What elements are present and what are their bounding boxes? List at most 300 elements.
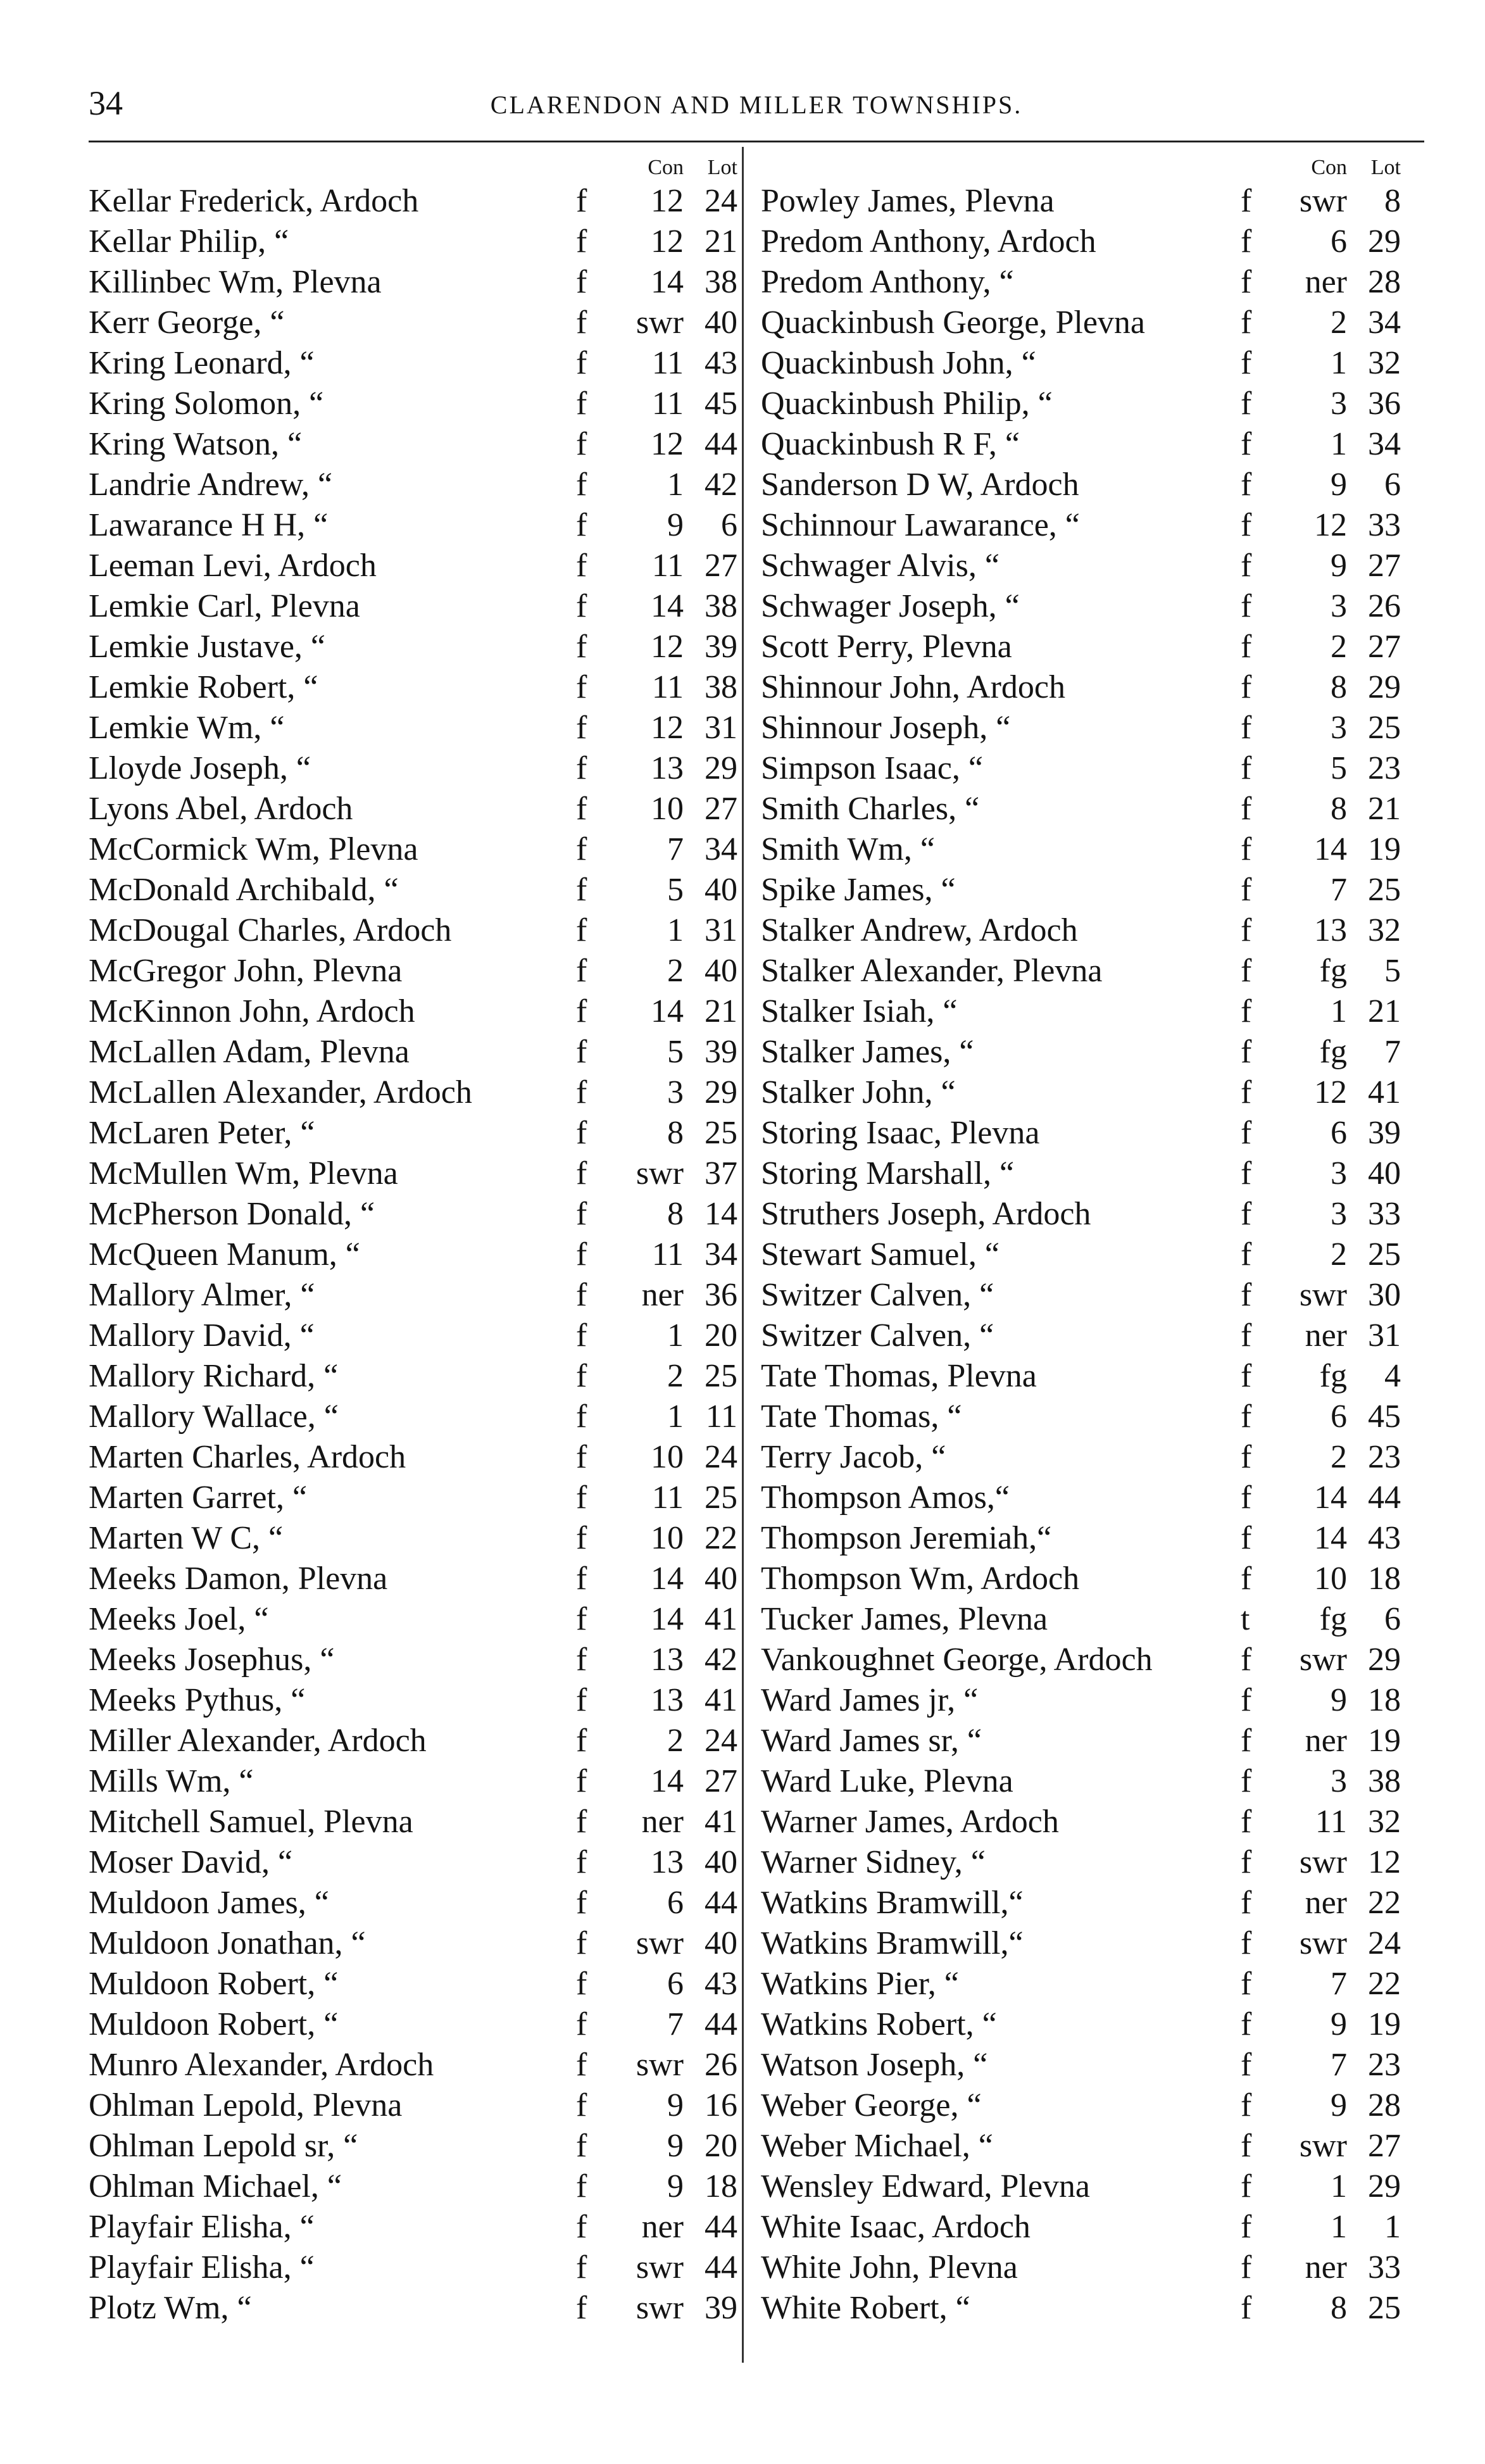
entry-lot: 28 [1368,2087,1401,2123]
entry-concession: 7 [1331,2047,1347,2083]
entry-status: f [1241,2006,1252,2042]
entry-name: Moser David, “ [89,1844,293,1880]
entry-status: f [576,1642,587,1678]
entry-concession: 9 [667,2128,684,2164]
directory-entry [752,1559,1417,1599]
entry-lot: 44 [705,426,737,462]
entry-lot: 40 [705,953,737,989]
entry-concession: 2 [667,1723,684,1759]
entry-status: f [1241,1763,1252,1799]
entry-lot: 25 [705,1480,737,1516]
entry-lot: 41 [705,1682,737,1718]
page-number: 34 [89,84,123,122]
directory-entry [752,708,1417,748]
directory-entry [76,1518,737,1559]
directory-entry [752,1721,1417,1761]
directory-entry [752,1072,1417,1113]
entry-name: White John, Plevna [761,2249,1018,2285]
entry-lot: 6 [1384,1601,1401,1637]
entry-concession: 2 [667,953,684,989]
entry-lot: 38 [705,588,737,624]
entry-name: Scott Perry, Plevna [761,629,1012,665]
entry-name: Predom Anthony, Ardoch [761,223,1096,260]
directory-entry [76,1883,737,1923]
entry-concession: 7 [667,831,684,867]
entry-status: f [576,2047,587,2083]
entry-concession: 12 [1314,507,1347,543]
directory-entry [752,2207,1417,2247]
directory-entry [752,667,1417,708]
entry-status: f [576,2209,587,2245]
entry-status: f [576,1682,587,1718]
entry-name: Marten W C, “ [89,1520,284,1556]
directory-entry [76,1721,737,1761]
entry-lot: 7 [1384,1034,1401,1070]
entry-lot: 1 [1384,2209,1401,2245]
entry-lot: 21 [1368,791,1401,827]
entry-concession: 6 [1331,223,1347,260]
entry-concession: 2 [1331,1439,1347,1475]
entry-name: Playfair Elisha, “ [89,2249,315,2285]
entry-concession: 3 [1331,386,1347,422]
entry-status: f [1241,1885,1252,1921]
entry-name: McLaren Peter, “ [89,1115,315,1151]
entry-name: Smith Wm, “ [761,831,935,867]
entry-concession: 1 [667,912,684,948]
entry-status: f [1241,548,1252,584]
entry-concession: 1 [1331,2209,1347,2245]
directory-entry [76,262,737,303]
entry-name: Muldoon James, “ [89,1885,329,1921]
entry-concession: 14 [1314,1520,1347,1556]
entry-name: Playfair Elisha, “ [89,2209,315,2245]
entry-concession: 1 [667,467,684,503]
entry-status: f [1241,467,1252,503]
entry-status: f [1241,1966,1252,2002]
entry-lot: 40 [705,1844,737,1880]
entry-status: f [576,629,587,665]
entry-name: Watkins Pier, “ [761,1966,959,2002]
directory-entry [752,2004,1417,2045]
entry-concession: 14 [651,1601,684,1637]
entry-status: f [576,1439,587,1475]
entry-status: f [1241,629,1252,665]
entry-concession: swr [636,1925,684,1961]
directory-entry [752,1599,1417,1640]
entry-name: Tate Thomas, Plevna [761,1358,1037,1394]
entry-name: White Robert, “ [761,2290,970,2326]
entry-name: Thompson Wm, Ardoch [761,1561,1080,1597]
entry-status: f [1241,1277,1252,1313]
entry-concession: 7 [667,2006,684,2042]
entry-lot: 18 [1368,1682,1401,1718]
directory-entry [752,951,1417,991]
entry-lot: 26 [705,2047,737,2083]
entry-name: Lemkie Justave, “ [89,629,325,665]
entry-name: Mallory Wallace, “ [89,1399,339,1435]
entry-concession: 11 [651,345,684,381]
directory-entry [752,1194,1417,1235]
entry-status: f [576,426,587,462]
entry-name: Meeks Josephus, “ [89,1642,335,1678]
entry-lot: 40 [705,1925,737,1961]
entry-status: f [1241,223,1252,260]
directory-entry [76,586,737,627]
directory-entry [76,2004,737,2045]
entry-name: Warner James, Ardoch [761,1804,1059,1840]
entry-lot: 29 [705,750,737,786]
entry-name: Vankoughnet George, Ardoch [761,1642,1153,1678]
directory-entry [752,1478,1417,1518]
directory-entry [76,2045,737,2085]
entry-concession: swr [1299,1642,1347,1678]
entry-lot: 27 [1368,629,1401,665]
directory-entry [76,870,737,910]
directory-entry [76,829,737,870]
entry-status: f [1241,669,1252,705]
entry-status: f [576,2006,587,2042]
entry-lot: 34 [1368,426,1401,462]
entry-status: f [1241,1520,1252,1556]
entry-name: Quackinbush R F, “ [761,426,1020,462]
directory-entry [752,222,1417,262]
directory-entry [76,1761,737,1802]
directory-entry [76,505,737,546]
entry-lot: 23 [1368,750,1401,786]
entry-status: f [1241,1561,1252,1597]
directory-entry [76,667,737,708]
entry-name: McPherson Donald, “ [89,1196,375,1232]
entry-name: Wensley Edward, Plevna [761,2168,1090,2204]
entry-status: f [576,1074,587,1110]
entry-lot: 21 [705,993,737,1029]
entry-status: f [1241,953,1252,989]
entry-name: Lemkie Wm, “ [89,710,285,746]
directory-entry [752,1802,1417,1842]
entry-concession: 14 [651,993,684,1029]
entry-status: f [1241,305,1252,341]
directory-entry [752,870,1417,910]
lot-header: Lot [1370,156,1401,179]
entry-name: Storing Isaac, Plevna [761,1115,1040,1151]
entry-lot: 20 [705,2128,737,2164]
entry-lot: 41 [1368,1074,1401,1110]
entry-concession: 9 [1331,2087,1347,2123]
entry-lot: 5 [1384,953,1401,989]
entry-concession: swr [636,2290,684,2326]
entry-concession: 2 [1331,305,1347,341]
entry-status: f [576,831,587,867]
directory-entry [752,1316,1417,1356]
entry-concession: 10 [1314,1561,1347,1597]
entry-lot: 21 [705,223,737,260]
entry-name: Tucker James, Plevna [761,1601,1048,1637]
entry-concession: 9 [667,2168,684,2204]
entry-concession: 9 [1331,1682,1347,1718]
entry-name: Watkins Bramwill,“ [761,1925,1024,1961]
directory-entry [752,1113,1417,1153]
entry-name: Kring Solomon, “ [89,386,324,422]
entry-concession: 9 [1331,2006,1347,2042]
entry-status: f [576,1925,587,1961]
entry-name: Watkins Robert, “ [761,2006,997,2042]
entry-name: Lemkie Carl, Plevna [89,588,360,624]
entry-name: McMullen Wm, Plevna [89,1155,398,1191]
entry-lot: 42 [705,467,737,503]
entry-status: f [576,223,587,260]
entry-lot: 43 [1368,1520,1401,1556]
directory-entry [76,1964,737,2004]
entry-name: Shinnour Joseph, “ [761,710,1011,746]
directory-entry [76,1397,737,1437]
directory-entry [76,1032,737,1072]
entry-lot: 34 [705,831,737,867]
directory-entry [76,789,737,829]
entry-concession: swr [1299,1925,1347,1961]
entry-lot: 39 [1368,1115,1401,1151]
entry-lot: 28 [1368,264,1401,300]
entry-name: Plotz Wm, “ [89,2290,252,2326]
entry-name: McLallen Alexander, Ardoch [89,1074,472,1110]
entry-status: f [1241,1399,1252,1435]
entry-lot: 4 [1384,1358,1401,1394]
entry-concession: 5 [667,872,684,908]
entry-status: f [576,1358,587,1394]
entry-status: f [1241,1925,1252,1961]
directory-entry [752,1275,1417,1316]
entry-lot: 24 [705,1439,737,1475]
entry-name: Lemkie Robert, “ [89,669,318,705]
entry-lot: 36 [1368,386,1401,422]
entry-name: Tate Thomas, “ [761,1399,962,1435]
entry-status: f [576,507,587,543]
entry-status: f [1241,2087,1252,2123]
directory-entry [752,910,1417,951]
entry-concession: 2 [667,1358,684,1394]
entry-status: f [1241,993,1252,1029]
entry-status: f [576,912,587,948]
entry-lot: 44 [705,1885,737,1921]
entry-concession: 13 [651,750,684,786]
directory-entry [752,627,1417,667]
entry-status: f [576,1115,587,1151]
entry-concession: fg [1319,1358,1347,1394]
directory-entry [752,2126,1417,2166]
entry-status: f [576,264,587,300]
lot-header: Lot [707,156,737,179]
entry-lot: 25 [1368,1236,1401,1273]
entry-status: f [1241,1155,1252,1191]
directory-entry [76,2288,737,2329]
entry-status: f [1241,750,1252,786]
entry-concession: 1 [1331,2168,1347,2204]
entry-lot: 23 [1368,1439,1401,1475]
entry-lot: 24 [705,183,737,219]
entry-lot: 18 [1368,1561,1401,1597]
entry-concession: 1 [1331,993,1347,1029]
entry-lot: 6 [721,507,737,543]
entry-status: f [576,1763,587,1799]
entry-concession: 14 [651,588,684,624]
directory-entry [752,1761,1417,1802]
entry-lot: 27 [705,548,737,584]
entry-lot: 41 [705,1804,737,1840]
entry-concession: 2 [1331,1236,1347,1273]
entry-status: f [576,872,587,908]
entry-concession: 6 [1331,1115,1347,1151]
directory-entry [752,465,1417,505]
entry-lot: 44 [705,2249,737,2285]
directory-entry [752,1964,1417,2004]
entry-concession: 6 [667,1885,684,1921]
entry-name: McQueen Manum, “ [89,1236,360,1273]
directory-entry [76,951,737,991]
entry-lot: 27 [1368,548,1401,584]
entry-status: f [1241,1034,1252,1070]
directory-entry [752,505,1417,546]
directory-entry [76,1153,737,1194]
entry-status: f [1241,2047,1252,2083]
directory-entry [76,1072,737,1113]
entry-lot: 33 [1368,1196,1401,1232]
entry-lot: 41 [705,1601,737,1637]
entry-name: Ward James sr, “ [761,1723,982,1759]
directory-entry [752,384,1417,424]
directory-entry [76,1599,737,1640]
entry-name: Schinnour Lawarance, “ [761,507,1080,543]
entry-concession: 11 [651,386,684,422]
entry-name: Kring Watson, “ [89,426,303,462]
entry-concession: 9 [667,507,684,543]
entry-concession: ner [641,1277,684,1313]
entry-concession: 11 [651,1480,684,1516]
entry-name: Thompson Amos,“ [761,1480,1010,1516]
entry-lot: 11 [705,1399,737,1435]
entry-lot: 37 [705,1155,737,1191]
entry-name: Spike James, “ [761,872,956,908]
directory-entry [752,1923,1417,1964]
entry-status: f [576,548,587,584]
entry-lot: 25 [1368,872,1401,908]
entry-name: Stalker Isiah, “ [761,993,958,1029]
entry-status: f [1241,426,1252,462]
entry-name: Muldoon Jonathan, “ [89,1925,366,1961]
entry-name: Stalker James, “ [761,1034,974,1070]
entry-status: f [576,1196,587,1232]
page-header [89,81,1424,125]
entry-name: Mallory David, “ [89,1317,315,1354]
entry-concession: 11 [651,1236,684,1273]
entry-concession: 2 [1331,629,1347,665]
entry-name: Munro Alexander, Ardoch [89,2047,434,2083]
entry-concession: 3 [667,1074,684,1110]
entry-status: f [1241,183,1252,219]
entry-lot: 29 [1368,2168,1401,2204]
entry-name: McLallen Adam, Plevna [89,1034,410,1070]
entry-status: f [576,1034,587,1070]
entry-status: f [1241,2209,1252,2245]
entry-status: f [576,2290,587,2326]
directory-entry [76,424,737,465]
entry-status: f [1241,1642,1252,1678]
entry-concession: 6 [1331,1399,1347,1435]
directory-entry [752,1883,1417,1923]
column-divider [742,147,744,2363]
entry-name: Thompson Jeremiah,“ [761,1520,1052,1556]
directory-entry [76,1923,737,1964]
entry-concession: 7 [1331,1966,1347,2002]
entry-name: Schwager Joseph, “ [761,588,1020,624]
entry-lot: 26 [1368,588,1401,624]
entry-name: Meeks Damon, Plevna [89,1561,388,1597]
entry-status: f [1241,507,1252,543]
directory-entry [76,1478,737,1518]
entry-concession: 3 [1331,588,1347,624]
entry-lot: 21 [1368,993,1401,1029]
entry-status: f [576,1885,587,1921]
entry-status: f [1241,588,1252,624]
entry-concession: 14 [1314,1480,1347,1516]
entry-status: f [576,2087,587,2123]
directory-entry [752,2166,1417,2207]
entry-name: Stalker John, “ [761,1074,956,1110]
entry-lot: 22 [705,1520,737,1556]
entry-name: Watson Joseph, “ [761,2047,988,2083]
entry-concession: 3 [1331,1196,1347,1232]
entry-concession: swr [636,305,684,341]
directory-entry [752,748,1417,789]
entry-status: f [576,305,587,341]
entry-status: f [1241,710,1252,746]
entry-name: Muldoon Robert, “ [89,1966,339,2002]
entry-status: f [576,345,587,381]
entry-concession: 7 [1331,872,1347,908]
entry-concession: 14 [651,264,684,300]
entry-concession: swr [636,1155,684,1191]
entry-status: f [576,791,587,827]
directory-entry [76,1275,737,1316]
entry-lot: 33 [1368,507,1401,543]
entry-name: Meeks Joel, “ [89,1601,269,1637]
entry-status: f [576,467,587,503]
directory-entry [76,1113,737,1153]
entry-lot: 12 [1368,1844,1401,1880]
entry-concession: ner [1305,2249,1347,2285]
entry-status: f [1241,386,1252,422]
entry-lot: 32 [1368,912,1401,948]
entry-name: Switzer Calven, “ [761,1317,994,1354]
entry-concession: 9 [667,2087,684,2123]
entry-concession: 13 [651,1682,684,1718]
entry-status: f [576,1236,587,1273]
entry-name: Quackinbush George, Plevna [761,305,1146,341]
directory-entry [752,2085,1417,2126]
con-header: Con [1311,156,1347,179]
entry-status: f [576,2168,587,2204]
directory-entry [752,2045,1417,2085]
directory-entry [76,2207,737,2247]
right-column-header [752,147,1417,181]
entry-lot: 31 [705,710,737,746]
entry-lot: 44 [705,2006,737,2042]
entry-name: Simpson Isaac, “ [761,750,983,786]
entry-lot: 38 [705,264,737,300]
entry-concession: 14 [651,1763,684,1799]
entry-concession: 12 [651,710,684,746]
entry-concession: 11 [651,669,684,705]
header-rule [89,141,1424,142]
entry-lot: 14 [705,1196,737,1232]
